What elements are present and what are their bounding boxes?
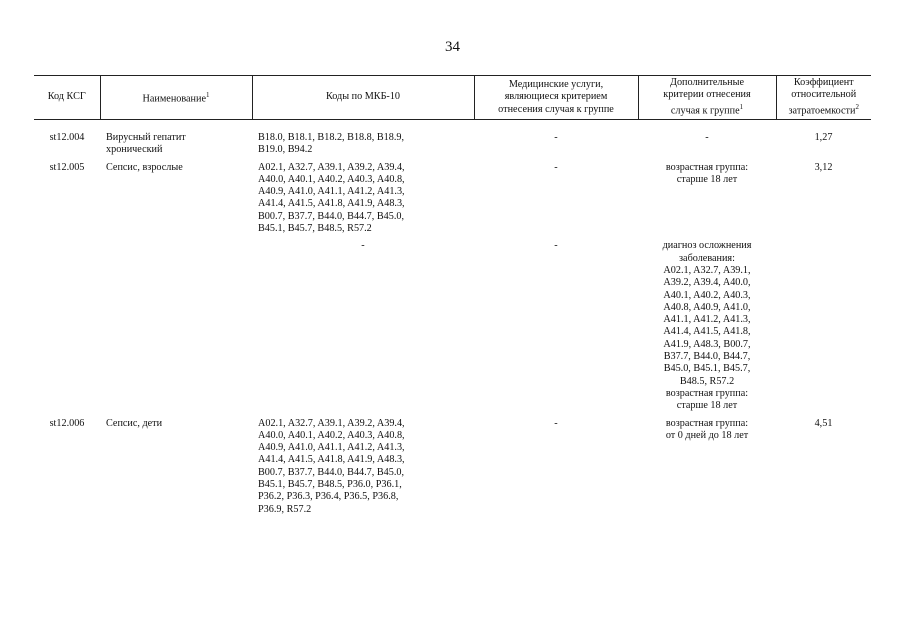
icd-codes-cell-line: P36.9, R57.2	[258, 503, 312, 515]
coefficient-cell: 4,51	[814, 417, 833, 429]
header-name-text: Наименование	[142, 93, 206, 105]
services-cell: -	[554, 240, 558, 252]
criteria-cell	[638, 418, 776, 521]
name-cell	[100, 418, 252, 521]
criteria-cell-line: A39.2, A39.4, A40.0,	[663, 277, 751, 289]
spacer-row	[34, 120, 871, 133]
criteria-cell-line: A02.1, A32.7, A39.1,	[663, 264, 751, 276]
icd-codes-cell-line: A41.4, A41.5, A41.8, A41.9, A48.3,	[258, 454, 405, 466]
header-services-line: Медицинские услуги,	[508, 79, 604, 91]
ksg-code-cell: st12.006	[49, 417, 85, 429]
table-row	[34, 162, 871, 241]
icd-codes-cell-line: -	[361, 240, 365, 252]
icd-codes-cell-line: B00.7, B37.7, B44.0, B44.7, B45.0,	[258, 466, 405, 478]
icd-codes-cell-line: A40.9, A41.0, A41.1, A41.2, A41.3,	[258, 442, 405, 454]
icd-codes-cell-line: A41.4, A41.5, A41.8, A41.9, A48.3,	[258, 198, 405, 210]
name-cell-line: Сепсис, взрослые	[106, 161, 183, 173]
coefficient-cell: 3,12	[814, 161, 833, 173]
table-row	[34, 418, 871, 521]
services-cell: -	[554, 132, 558, 143]
criteria-cell-line: старше 18 лет	[676, 173, 738, 185]
services-cell: -	[554, 161, 558, 173]
criteria-cell-line: возрастная группа:	[665, 387, 749, 399]
header-coef-text: затратоемкости	[788, 105, 856, 117]
coefficient-cell: 1,27	[814, 132, 833, 143]
header-services-line: отнесения случая к группе	[498, 103, 614, 115]
criteria-cell-line: возрастная группа:	[665, 161, 749, 173]
icd-codes-cell-line: B18.0, B18.1, B18.2, B18.8, B18.9,	[258, 132, 405, 143]
criteria-cell-line: A41.9, A48.3, B00.7,	[663, 338, 751, 350]
icd-codes-cell	[252, 418, 474, 521]
name-cell-line: хронический	[106, 144, 163, 156]
criteria-cell-line: B45.0, B45.1, B45.7,	[663, 363, 751, 375]
criteria-cell-line: от 0 дней до 18 лет	[665, 429, 749, 441]
name-cell	[100, 240, 252, 417]
criteria-cell-line: A41.4, A41.5, A41.8,	[663, 326, 751, 338]
criteria-cell-line: A40.8, A40.9, A41.0,	[663, 301, 751, 313]
header-coef-footnote: 2	[855, 103, 859, 112]
criteria-cell-line: B48.5, R57.2	[679, 375, 735, 387]
header-code: Код КСГ	[34, 76, 100, 120]
header-icd-codes: Коды по МКБ-10	[252, 76, 474, 120]
header-coefficient	[776, 76, 871, 120]
ksg-code-cell: st12.004	[49, 132, 85, 143]
criteria-cell-line: A40.1, A40.2, A40.3,	[663, 289, 751, 301]
name-cell-line: Сепсис, дети	[106, 417, 163, 429]
icd-codes-cell-line: B45.1, B45.7, B48.5, P36.0, P36.1,	[258, 479, 402, 491]
criteria-cell-line: диагноз осложнения	[662, 240, 752, 252]
icd-codes-cell-line: B00.7, B37.7, B44.0, B44.7, B45.0,	[258, 210, 405, 222]
criteria-cell	[638, 240, 776, 417]
header-criteria-text: случая к группе	[670, 105, 740, 117]
name-cell-line: Вирусный гепатит	[106, 132, 186, 143]
icd-codes-cell-line: A40.0, A40.1, A40.2, A40.3, A40.8,	[258, 429, 405, 441]
header-services	[474, 76, 638, 120]
criteria-cell-line: возрастная группа:	[665, 417, 749, 429]
header-criteria	[638, 76, 776, 120]
header-criteria-line	[641, 101, 774, 118]
criteria-cell	[638, 162, 776, 241]
ksg-code-cell	[34, 240, 100, 417]
header-coef-line	[779, 101, 870, 118]
icd-codes-cell-line: A02.1, A32.7, A39.1, A39.2, A39.4,	[258, 417, 405, 429]
services-cell: -	[554, 417, 558, 429]
icd-codes-cell	[252, 240, 474, 417]
page-number: 34	[445, 39, 460, 55]
coefficient-cell	[776, 240, 871, 417]
table-header-row	[34, 76, 871, 120]
criteria-cell	[638, 132, 776, 162]
ksg-table	[34, 75, 871, 521]
criteria-cell-line: -	[705, 132, 709, 143]
table-row	[34, 240, 871, 417]
criteria-cell-line: A41.1, A41.2, A41.3,	[663, 314, 751, 326]
ksg-code-cell: st12.005	[49, 161, 85, 173]
icd-codes-cell-line: P36.2, P36.3, P36.4, P36.5, P36.8,	[258, 491, 399, 503]
name-cell	[100, 132, 252, 162]
table-body	[34, 120, 871, 521]
name-cell	[100, 162, 252, 241]
icd-codes-cell-line: A40.9, A41.0, A41.1, A41.2, A41.3,	[258, 186, 405, 198]
header-criteria-line: критерии отнесения	[663, 89, 751, 101]
header-services-line: являющиеся критерием	[504, 91, 608, 103]
criteria-cell-line: старше 18 лет	[676, 400, 738, 412]
header-name	[100, 76, 252, 120]
icd-codes-cell	[252, 132, 474, 162]
header-criteria-footnote: 1	[739, 103, 744, 112]
header-name-footnote: 1	[205, 91, 210, 100]
icd-codes-cell-line: A02.1, A32.7, A39.1, A39.2, A39.4,	[258, 161, 405, 173]
criteria-cell-line: заболевания:	[679, 252, 735, 264]
header-criteria-line: Дополнительные	[670, 76, 744, 88]
icd-codes-cell-line: B19.0, B94.2	[258, 144, 313, 156]
icd-codes-cell-line: A40.0, A40.1, A40.2, A40.3, A40.8,	[258, 173, 405, 185]
table-row	[34, 132, 871, 162]
criteria-cell-line: B37.7, B44.0, B44.7,	[663, 351, 751, 363]
header-coef-line: Коэффициент	[793, 76, 854, 88]
icd-codes-cell	[252, 162, 474, 241]
header-coef-line: относительной	[791, 89, 857, 101]
icd-codes-cell-line: B45.1, B45.7, B48.5, R57.2	[258, 223, 372, 235]
